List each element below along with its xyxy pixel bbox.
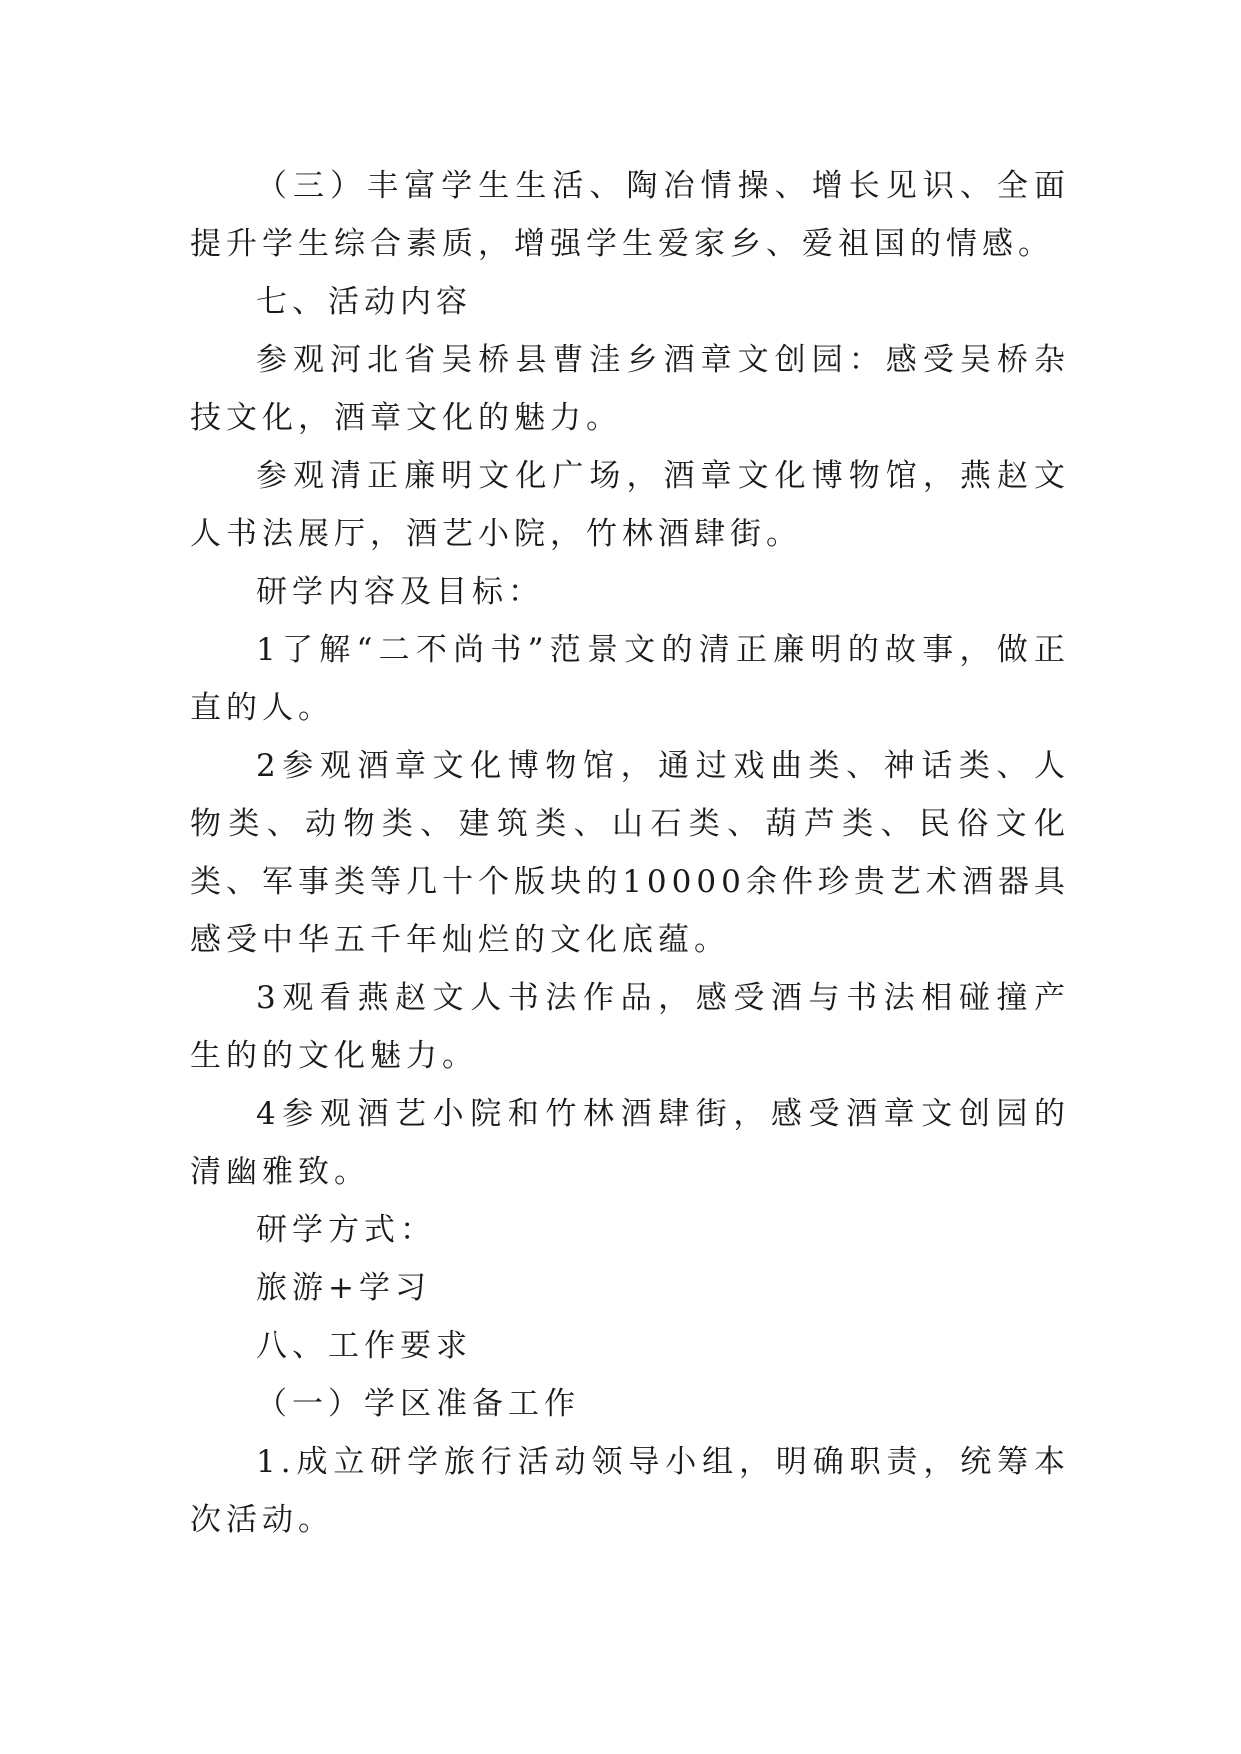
paragraph-visit-park: 参观河北省吴桥县曹洼乡酒章文创园：感受吴桥杂技文化，酒章文化的魅力。 <box>190 342 1070 436</box>
heading-work-requirements: 八、工作要求 <box>256 1328 472 1364</box>
heading-study-method: 研学方式： <box>256 1212 436 1248</box>
heading-study-content-goals: 研学内容及目标： <box>256 574 544 610</box>
paragraph-goal-item-2: 2参观酒章文化博物馆，通过戏曲类、神话类、人物类、动物类、建筑类、山石类、葫芦类、民俗文化类、军事类等几十个版块的10000余件珍贵艺术酒器具感受中华五千年灿烂的文化底蕴。 <box>190 748 1070 958</box>
document-body <box>190 157 1070 1549</box>
paragraph-visit-sites: 参观清正廉明文化广场，酒章文化博物馆，燕赵文人书法展厅，酒艺小院，竹林酒肆街。 <box>190 458 1070 552</box>
paragraph-study-method: 旅游+学习 <box>256 1270 431 1306</box>
paragraph-goal-item-1: 1了解“二不尚书”范景文的清正廉明的故事，做正直的人。 <box>190 632 1070 726</box>
paragraph-goal-item-3: 3观看燕赵文人书法作品，感受酒与书法相碰撞产生的的文化魅力。 <box>190 980 1070 1074</box>
paragraph-goal-item-4: 4参观酒艺小院和竹林酒肆街，感受酒章文创园的清幽雅致。 <box>190 1096 1070 1190</box>
paragraph-goal-three: （三）丰富学生生活、陶冶情操、增长见识、全面提升学生综合素质，增强学生爱家乡、爱祖国的情感。 <box>190 168 1070 262</box>
heading-district-preparation: （一）学区准备工作 <box>256 1386 580 1422</box>
heading-activity-content: 七、活动内容 <box>256 284 472 320</box>
paragraph-preparation-item-1: 1.成立研学旅行活动领导小组，明确职责，统筹本次活动。 <box>190 1444 1070 1538</box>
